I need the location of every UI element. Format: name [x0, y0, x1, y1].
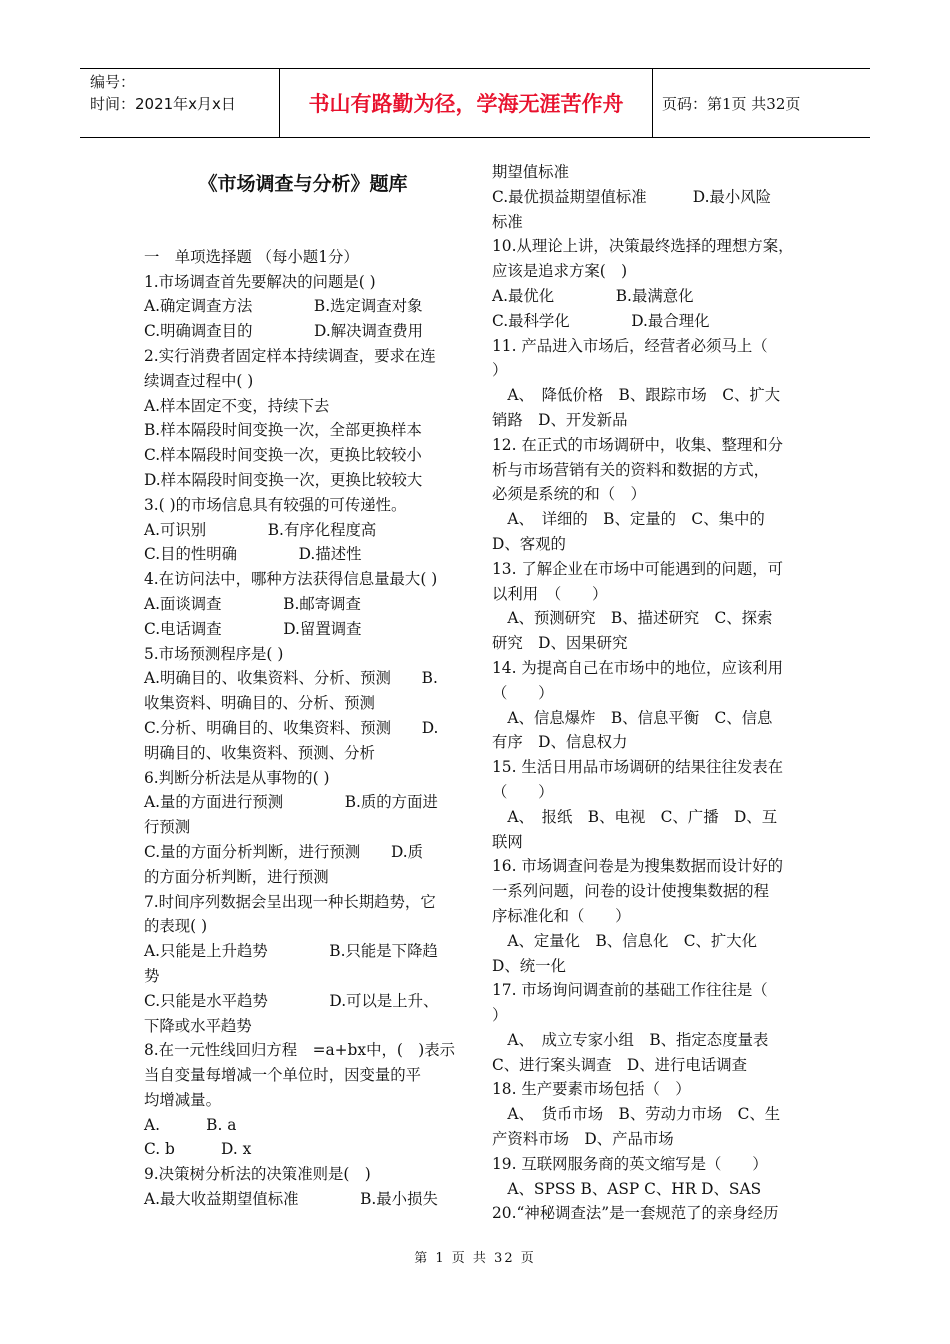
text-line: 行预测 — [144, 818, 191, 837]
text-line: 必须是系统的和（ ） — [492, 485, 646, 504]
text-line: C.样本隔段时间变换一次，更换比较较小 — [144, 446, 422, 465]
text-line: C.分析、明确目的、收集资料、预测 D. — [144, 718, 439, 737]
text-line: 10.从理论上讲，决策最终选择的理想方案， — [492, 237, 794, 256]
text-line: 下降或水平趋势 — [144, 1016, 252, 1035]
text-line: A、预测研究 B、描述研究 C、探索 — [492, 609, 773, 628]
text-line: C.量的方面分析判断，进行预测 D.质 — [144, 842, 424, 861]
text-line: 联网 — [492, 832, 523, 851]
text-line: 均增减量。 — [144, 1090, 221, 1109]
text-line: A. B. a — [144, 1115, 237, 1134]
text-line: 8.在一元性线回归方程 =a+bx中，( )表示 — [144, 1041, 456, 1060]
text-line: C.明确调查目的 D.解决调查费用 — [144, 322, 424, 341]
text-line: A、信息爆炸 B、信息平衡 C、信息 — [492, 708, 773, 727]
text-line: 5.市场预测程序是( ) — [144, 644, 284, 663]
text-line: 析与市场营销有关的资料和数据的方式， — [492, 460, 770, 479]
text-line: 序标准化和（ ） — [492, 906, 631, 925]
text-line: C.只能是水平趋势 D.可以是上升、 — [144, 991, 439, 1010]
text-line: A、 货币市场 B、劳动力市场 C、生 — [492, 1105, 781, 1124]
text-line: A、SPSS B、ASP C、HR D、SAS — [492, 1179, 762, 1198]
text-line: 14. 为提高自己在市场中的地位，应该利用 — [492, 658, 784, 677]
text-line: C.最优损益期望值标准 D.最小风险 — [492, 187, 772, 206]
text-line: A.可识别 B.有序化程度高 — [144, 520, 377, 539]
text-line: 7.时间序列数据会呈出现一种长期趋势，它 — [144, 892, 436, 911]
text-line: 4.在访问法中，哪种方法获得信息量最大( ) — [144, 570, 438, 589]
text-line: 研究 D、因果研究 — [492, 634, 628, 653]
text-line: 6.判断分析法是从事物的( ) — [144, 768, 330, 787]
header-meta-cell — [80, 69, 280, 137]
text-line: 一 单项选择题 （每小题1分） — [144, 247, 359, 266]
text-line: A、 降低价格 B、跟踪市场 C、扩大 — [492, 386, 781, 405]
text-line: A.最大收益期望值标准 B.最小损失 — [144, 1190, 438, 1209]
text-line: 产资料市场 D、产品市场 — [492, 1130, 674, 1149]
text-line: 11. 产品进入市场后，经营者必须马上（ — [492, 336, 768, 355]
text-line: 的方面分析判断，进行预测 — [144, 867, 329, 886]
right-column — [492, 160, 812, 1226]
text-line: 续调查过程中( ) — [144, 371, 254, 390]
text-line: A、 详细的 B、定量的 C、集中的 — [492, 510, 765, 529]
text-line: 的表现( ) — [144, 917, 208, 936]
text-line: A、 成立专家小组 B、指定态度量表 — [492, 1030, 769, 1049]
text-line: A、定量化 B、信息化 C、扩大化 — [492, 931, 758, 950]
document-header — [80, 68, 870, 138]
text-line: ） — [492, 1006, 508, 1025]
right-column-body — [492, 160, 812, 1226]
text-line: 17. 市场询问调查前的基础工作往往是（ — [492, 981, 768, 1000]
text-line: 以利用 （ ） — [492, 584, 608, 603]
text-line: C.最科学化 D.最合理化 — [492, 311, 710, 330]
text-line: 有序 D、信息权力 — [492, 733, 628, 752]
text-line: 19. 互联网服务商的英文缩写是（ ） — [492, 1154, 768, 1173]
text-line: 9.决策树分析法的决策准则是( ) — [144, 1165, 371, 1184]
text-line: 收集资料、明确目的、分析、预测 — [144, 694, 375, 713]
document-title: 《市场调查与分析》题库 — [198, 173, 408, 195]
text-line: C、进行案头调查 D、进行电话调查 — [492, 1055, 747, 1074]
text-line: 当自变量每增减一个单位时，因变量的平 — [144, 1066, 422, 1085]
left-column — [144, 160, 462, 1212]
text-line: B.样本隔段时间变换一次，全部更换样本 — [144, 421, 422, 440]
text-line: 20.“神秘调查法”是一套规范了的亲身经历 — [492, 1204, 779, 1223]
text-line: A.最优化 B.最满意化 — [492, 286, 694, 305]
document-time-label: 时间：2021年x月x日 — [90, 95, 236, 113]
text-line: 12. 在正式的市场调研中，收集、整理和分 — [492, 435, 784, 454]
text-line: A、 报纸 B、电视 C、广播 D、互 — [492, 807, 778, 826]
text-line: 3.( )的市场信息具有较强的可传递性。 — [144, 495, 407, 514]
header-motto: 书山有路勤为径，学海无涯苦作舟 — [280, 69, 653, 137]
text-line: A.量的方面进行预测 B.质的方面进 — [144, 793, 438, 812]
text-line: ） — [492, 361, 508, 380]
text-line: 18. 生产要素市场包括（ ） — [492, 1080, 691, 1099]
text-line: 标准 — [492, 212, 523, 231]
text-line: C.电话调查 D.留置调查 — [144, 619, 362, 638]
header-page-info: 页码：第1页 共32页 — [662, 94, 801, 113]
text-line: 1.市场调查首先要解决的问题是( ) — [144, 272, 376, 291]
text-line: D、客观的 — [492, 534, 566, 553]
text-line: A.面谈调查 B.邮寄调查 — [144, 594, 361, 613]
text-line: A.只能是上升趋势 B.只能是下降趋 — [144, 942, 438, 961]
text-line: D.样本隔段时间变换一次，更换比较较大 — [144, 470, 423, 489]
left-column-body — [144, 245, 462, 1212]
text-line: 16. 市场调查问卷是为搜集数据而设计好的 — [492, 857, 784, 876]
text-line: （ ） — [492, 782, 554, 801]
text-line: 应该是追求方案( ) — [492, 262, 628, 281]
text-line: （ ） — [492, 683, 554, 702]
text-line: 势 — [144, 966, 160, 985]
text-line: 13. 了解企业在市场中可能遇到的问题，可 — [492, 559, 784, 578]
page-footer: 第 1 页 共 32 页 — [414, 1251, 536, 1266]
text-line: C. b D. x — [144, 1140, 252, 1159]
text-line: C.目的性明确 D.描述性 — [144, 545, 362, 564]
text-line: 销路 D、开发新品 — [492, 410, 628, 429]
text-line: D、统一化 — [492, 956, 566, 975]
text-line: 期望值标准 — [492, 163, 569, 181]
text-line: 15. 生活日用品市场调研的结果往往发表在 — [492, 758, 784, 777]
text-line: A.明确目的、收集资料、分析、预测 B. — [144, 669, 438, 688]
text-line: 明确目的、收集资料、预测、分析 — [144, 743, 375, 762]
text-line: 一系列问题，问卷的设计使搜集数据的程 — [492, 882, 770, 901]
text-line: A.确定调查方法 B.选定调查对象 — [144, 297, 423, 316]
document-number-label: 编号： — [90, 73, 136, 91]
text-line: 2.实行消费者固定样本持续调查，要求在连 — [144, 346, 436, 365]
text-line: A.样本固定不变，持续下去 — [144, 396, 330, 415]
